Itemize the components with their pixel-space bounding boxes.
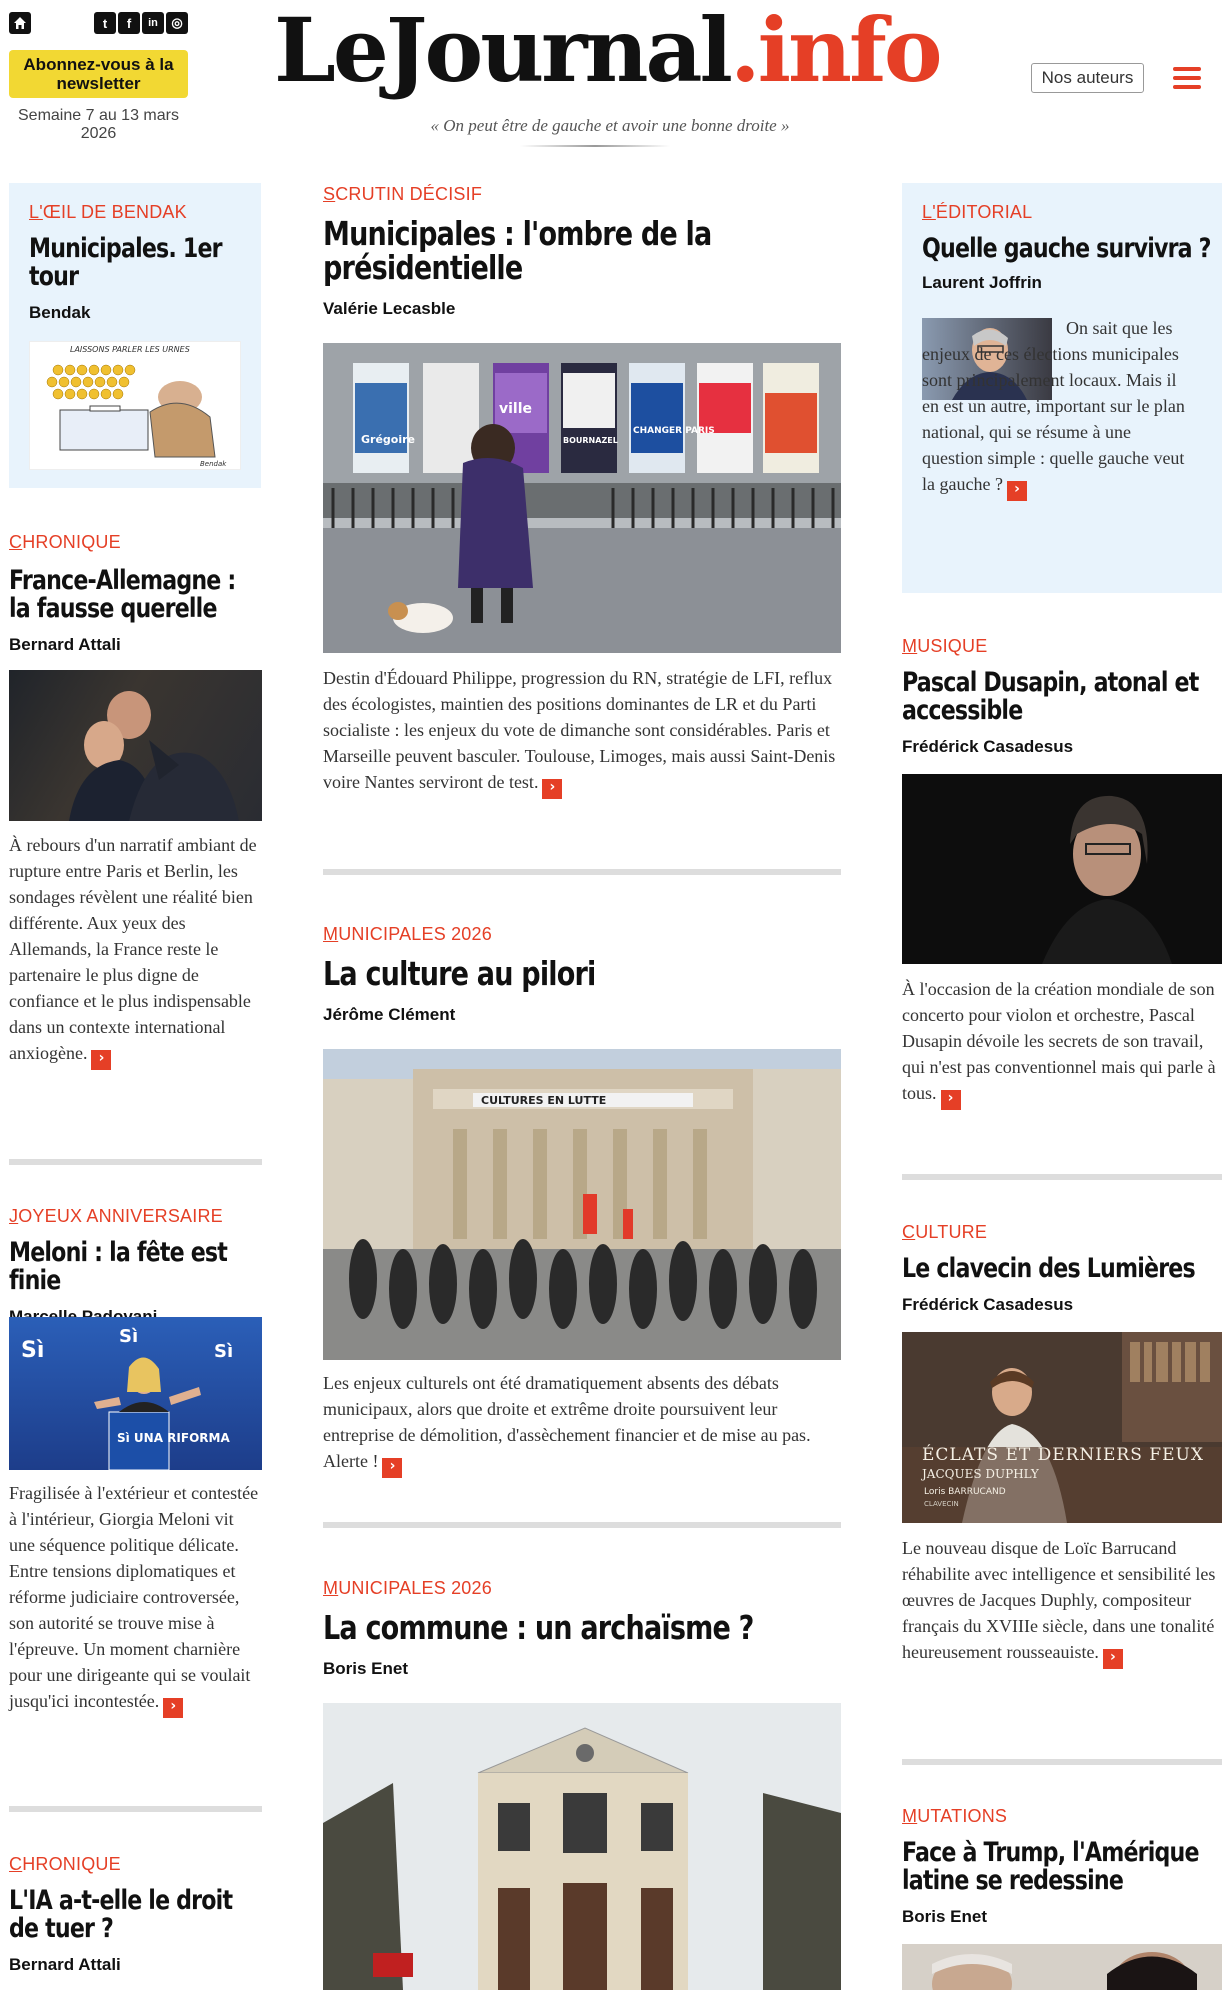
article-kicker: MUTATIONS bbox=[902, 1806, 1008, 1826]
cartoon-signature: Bendak bbox=[200, 460, 227, 468]
excerpt-text: À rebours d'un narratif ambiant de rupture entre Paris et Berlin, les sondages révèlent une réalité bien différente. Aux yeux des Allemands, la France reste le partenaire le plus digne de confiance et le plus indispensable dans un contexte international anxiogène. bbox=[9, 835, 257, 1063]
logo-part2: .info bbox=[729, 0, 940, 102]
poster-label: ville bbox=[499, 401, 533, 417]
excerpt-text: Destin d'Édouard Philippe, progression du RN, stratégie de LFI, reflux des écologistes, maintien des positions dominantes de LR et du Parti socialiste : les enjeux du vote de dimanche sont considérables. Paris et Marseille peuvent basculer. Toulouse, Limoges, mais aussi Saint-Denis voire Nantes serviront de test. bbox=[323, 668, 836, 792]
article-headline[interactable]: La commune : un archaïsme ? bbox=[323, 1608, 754, 1647]
home-icon[interactable] bbox=[9, 12, 31, 34]
article-dusapin[interactable] bbox=[902, 636, 1222, 757]
article-excerpt bbox=[9, 832, 261, 1070]
podium-text: Sì UNA RIFORMA bbox=[117, 1431, 230, 1445]
culture-protest-photo[interactable] bbox=[323, 1049, 841, 1360]
article-editorial[interactable] bbox=[922, 202, 1212, 293]
album-title: ÉCLATS ET DERNIERS FEUX bbox=[922, 1445, 1204, 1465]
facebook-icon[interactable]: f bbox=[118, 12, 140, 34]
meloni-photo[interactable] bbox=[9, 1317, 262, 1470]
album-subtitle: JACQUES DUPHLY bbox=[922, 1467, 1039, 1481]
authors-button[interactable]: Nos auteurs bbox=[1031, 63, 1144, 93]
read-more-icon[interactable]: › bbox=[1103, 1649, 1123, 1669]
hamburger-menu-icon[interactable] bbox=[1173, 67, 1201, 89]
election-posters-photo[interactable] bbox=[323, 343, 841, 653]
article-culture-pilori[interactable] bbox=[323, 924, 841, 1025]
article-author[interactable]: Laurent Joffrin bbox=[922, 273, 1042, 292]
separator bbox=[902, 1174, 1222, 1180]
read-more-icon[interactable]: › bbox=[1007, 481, 1027, 501]
excerpt-text: Le nouveau disque de Loïc Barrucand réhabilite avec intelligence et sensibilité les œuvres de Jacques Duphly, compositeur français du XVIIIe siècle, dans une tonalité heureusement rousseauiste. bbox=[902, 1538, 1216, 1662]
dusapin-photo[interactable] bbox=[902, 774, 1222, 964]
top-icons bbox=[9, 12, 189, 38]
article-meloni[interactable] bbox=[9, 1206, 261, 1327]
article-headline[interactable]: France-Allemagne : la fausse querelle bbox=[9, 565, 236, 624]
article-headline[interactable]: Meloni : la fête est finie bbox=[9, 1237, 228, 1296]
article-author[interactable]: Bendak bbox=[29, 303, 91, 322]
article-kicker: CHRONIQUE bbox=[9, 532, 121, 552]
article-bendak[interactable] bbox=[29, 202, 249, 323]
article-excerpt bbox=[902, 1535, 1222, 1669]
article-headline[interactable]: La culture au pilori bbox=[323, 954, 596, 993]
twitter-icon[interactable]: t bbox=[94, 12, 116, 34]
week-label: Semaine 7 au 13 mars 2026 bbox=[18, 107, 179, 142]
album-instrument: CLAVECIN bbox=[924, 1500, 959, 1508]
article-author[interactable]: Jérôme Clément bbox=[323, 1005, 456, 1024]
excerpt-text: Les enjeux culturels ont été dramatiquement absents des débats municipaux, alors que droite et extrême droite poursuivent leur entreprise de démolition, d'assèchement financier et de mise au pas. Alerte ! bbox=[323, 1373, 811, 1471]
read-more-icon[interactable]: › bbox=[163, 1698, 183, 1718]
read-more-icon[interactable]: › bbox=[941, 1090, 961, 1110]
article-headline[interactable]: Le clavecin des Lumières bbox=[902, 1253, 1195, 1284]
article-kicker: JOYEUX ANNIVERSAIRE bbox=[9, 1206, 223, 1226]
article-excerpt bbox=[902, 976, 1222, 1110]
svg-text:Sì: Sì bbox=[214, 1341, 234, 1362]
separator bbox=[9, 1806, 262, 1812]
article-kicker: L'ÉDITORIAL bbox=[922, 202, 1033, 222]
article-author[interactable]: Bernard Attali bbox=[9, 1955, 121, 1974]
article-kicker: SCRUTIN DÉCISIF bbox=[323, 184, 483, 204]
article-kicker: MUNICIPALES 2026 bbox=[323, 1578, 492, 1598]
article-author[interactable]: Boris Enet bbox=[902, 1907, 988, 1926]
article-kicker: MUSIQUE bbox=[902, 636, 988, 656]
excerpt-text: À l'occasion de la création mondiale de son concerto pour violon et orchestre, Pascal Dusapin dévoile les secrets de son travail, qui n'est pas conventionnel mais qui parle à tous. bbox=[902, 979, 1216, 1103]
article-commune-archaisme[interactable] bbox=[323, 1578, 841, 1679]
separator bbox=[9, 1159, 262, 1165]
clavecin-album-photo[interactable] bbox=[902, 1332, 1222, 1523]
excerpt-text: Fragilisée à l'extérieur et contestée à l'intérieur, Giorgia Meloni vit une séquence politique délicate. Entre tensions diplomatiques et réforme judiciaire controversée, son autorité se trouve mise à l'épreuve. Un moment charnière pour une dirigeante qui se voulait jusqu'ici incontestée. bbox=[9, 1483, 259, 1711]
article-author[interactable]: Frédérick Casadesus bbox=[902, 1295, 1074, 1314]
article-ombre-presidentielle[interactable] bbox=[323, 184, 841, 319]
article-headline[interactable]: Quelle gauche survivra ? bbox=[922, 233, 1211, 264]
linkedin-icon[interactable]: in bbox=[142, 12, 164, 34]
article-excerpt bbox=[9, 1480, 261, 1718]
poster-label: Grégoire bbox=[361, 433, 416, 446]
article-author[interactable]: Frédérick Casadesus bbox=[902, 737, 1074, 756]
article-excerpt bbox=[323, 1370, 841, 1478]
cartoon-caption: LAISSONS PARLER LES URNES bbox=[70, 345, 190, 354]
article-author[interactable]: Valérie Lecasble bbox=[323, 299, 456, 318]
article-excerpt bbox=[922, 315, 1192, 501]
separator bbox=[323, 869, 841, 875]
logo-part1: LeJournal bbox=[274, 0, 730, 102]
svg-text:Sì: Sì bbox=[119, 1326, 139, 1347]
poster-label: BOURNAZEL bbox=[563, 436, 618, 445]
article-headline[interactable]: L'IA a-t-elle le droit de tuer ? bbox=[9, 1885, 233, 1944]
read-more-icon[interactable]: › bbox=[91, 1050, 111, 1070]
album-artist: Loris BARRUCAND bbox=[924, 1487, 1006, 1497]
instagram-icon[interactable]: ◎ bbox=[166, 12, 188, 34]
article-headline[interactable]: Pascal Dusapin, atonal et accessible bbox=[902, 667, 1199, 726]
article-kicker: L'ŒIL DE BENDAK bbox=[29, 202, 187, 222]
separator bbox=[323, 1522, 841, 1528]
tagline: « On peut être de gauche et avoir une bonne droite » bbox=[430, 116, 790, 135]
article-author[interactable]: Bernard Attali bbox=[9, 635, 121, 654]
town-hall-photo[interactable] bbox=[323, 1703, 841, 1990]
macron-merz-photo[interactable] bbox=[9, 670, 262, 821]
article-amerique-latine[interactable] bbox=[902, 1806, 1222, 1927]
social-links bbox=[94, 12, 188, 34]
article-ia[interactable] bbox=[9, 1854, 261, 1975]
article-headline[interactable]: Municipales : l'ombre de la présidentielle bbox=[323, 214, 712, 287]
excerpt-text: On sait que les enjeux de ces élections municipales sont principalement locaux. Mais il en est un autre, important sur le plan national, qui se résume à une question simple : quelle gauche veut la gauche ? bbox=[922, 318, 1185, 494]
svg-text:Sì: Sì bbox=[21, 1338, 45, 1363]
article-kicker: CHRONIQUE bbox=[9, 1854, 121, 1874]
article-clavecin[interactable] bbox=[902, 1222, 1222, 1315]
newsletter-button[interactable]: Abonnez-vous à la newsletter bbox=[9, 50, 188, 98]
bendak-cartoon[interactable] bbox=[29, 341, 241, 470]
tagline-divider bbox=[520, 145, 670, 147]
article-author[interactable]: Boris Enet bbox=[323, 1659, 409, 1678]
separator bbox=[902, 1759, 1222, 1765]
article-excerpt bbox=[323, 665, 841, 799]
article-headline[interactable]: Face à Trump, l'Amérique latine se redessine bbox=[902, 1837, 1199, 1896]
amerique-latine-photo[interactable] bbox=[902, 1944, 1222, 1990]
poster-label: CHANGER PARIS bbox=[633, 426, 715, 436]
article-headline[interactable]: Municipales. 1er tour bbox=[29, 233, 222, 292]
read-more-icon[interactable]: › bbox=[542, 779, 562, 799]
article-kicker: MUNICIPALES 2026 bbox=[323, 924, 492, 944]
article-france-allemagne[interactable] bbox=[9, 532, 261, 655]
site-logo[interactable] bbox=[274, 0, 964, 100]
banner-text: CULTURES EN LUTTE bbox=[481, 1094, 607, 1107]
read-more-icon[interactable]: › bbox=[382, 1458, 402, 1478]
article-kicker: CULTURE bbox=[902, 1222, 988, 1242]
